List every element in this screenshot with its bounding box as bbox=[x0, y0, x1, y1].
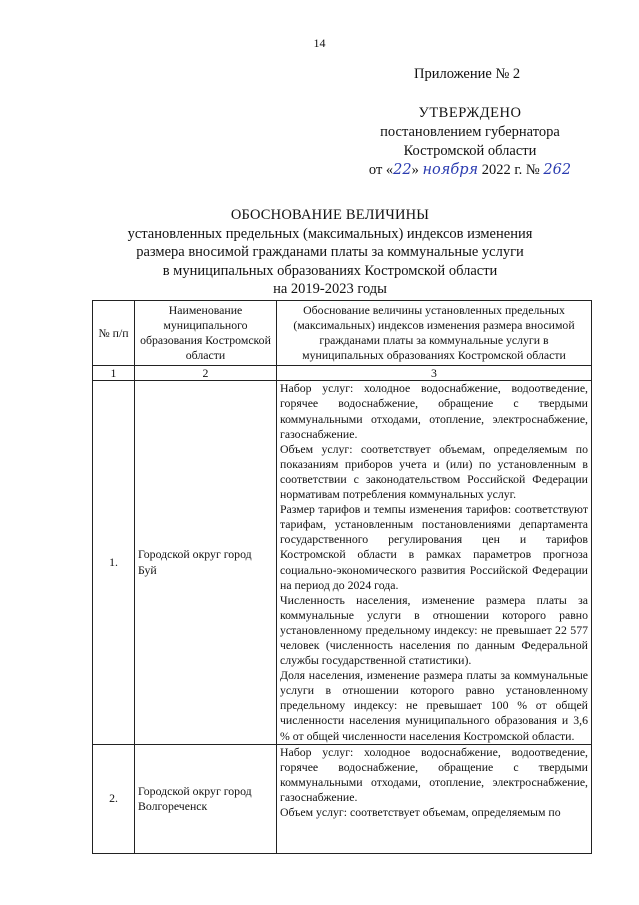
handwritten-day: 22 bbox=[393, 162, 412, 178]
appendix-label: Приложение № 2 bbox=[414, 66, 521, 82]
handwritten-number: 262 bbox=[543, 162, 572, 178]
date-mid: » bbox=[411, 162, 423, 178]
document-heading bbox=[60, 206, 600, 299]
justification-table bbox=[92, 300, 592, 854]
header-number: № п/п bbox=[93, 301, 135, 366]
header-justification: Обоснование величины установленных предельных (максимальных) индексов изменения размера вносимой гражданами платы за коммунальные услуги в муниципальных образованиях Костромской области bbox=[277, 301, 592, 366]
table-row bbox=[93, 744, 592, 853]
heading-line: на 2019-2023 годы bbox=[273, 281, 387, 298]
approval-date bbox=[369, 161, 571, 180]
header-municipality: Наименование муниципального образования Костромской области bbox=[135, 301, 277, 366]
municipality-name: Городской округ город Буй bbox=[135, 381, 277, 744]
column-number: 1 bbox=[93, 366, 135, 381]
approval-block bbox=[340, 104, 600, 180]
heading-line: установленных предельных (максимальных) индексов изменения bbox=[127, 225, 533, 242]
table-row bbox=[93, 381, 592, 744]
heading-title: ОБОСНОВАНИЕ ВЕЛИЧИНЫ bbox=[230, 207, 430, 223]
column-numbers-row bbox=[93, 366, 592, 381]
heading-line: размера вносимой гражданами платы за коммунальные услуги bbox=[136, 244, 524, 261]
justification-paragraph: Размер тарифов и темпы изменения тарифов: соответствуют тарифам, установленным постановлениями департамента государственного регулирования цен и тарифов Костромской области в рамках параметров прогноза социально-экономического развития Российской Федерации на период до 2024 года. bbox=[280, 502, 588, 592]
handwritten-month: ноября bbox=[422, 162, 479, 178]
justification-paragraph: Объем услуг: соответствует объемам, определяемым по bbox=[280, 805, 561, 819]
approval-line-2: Костромской области bbox=[403, 143, 537, 159]
table-header-row bbox=[93, 301, 592, 366]
page-number: 14 bbox=[313, 36, 326, 50]
heading-line: в муниципальных образованиях Костромской области bbox=[162, 262, 498, 279]
justification-paragraph: Набор услуг: холодное водоснабжение, водоотведение, горячее водоснабжение, обращение с твердыми коммунальными отходами, отопление, электроснабжение, газоснабжение. bbox=[280, 744, 588, 804]
justification-paragraph: Доля населения, изменение размера платы за коммунальные услуги в отношении которого равно установленному предельному индексу: не превышает 100 % от общей численности населения муниципального образования и 3,6 % от общей численности населения Костромской области. bbox=[280, 668, 588, 743]
municipality-name: Городской округ город Волгореченск bbox=[135, 744, 277, 853]
row-number: 1. bbox=[93, 381, 135, 744]
approval-title: УТВЕРЖДЕНО bbox=[418, 105, 522, 121]
justification-cell bbox=[277, 744, 592, 853]
approval-line-1: постановлением губернатора bbox=[380, 124, 560, 140]
column-number: 2 bbox=[135, 366, 277, 381]
justification-cell bbox=[277, 381, 592, 744]
justification-paragraph: Объем услуг: соответствует объемам, определяемым по показаниям приборов учета и (или) по установленным в соответствии с законодательством Российской Федерации нормативам потребления коммунальных услуг. bbox=[280, 441, 588, 502]
date-prefix: от « bbox=[368, 162, 394, 178]
justification-paragraph: Набор услуг: холодное водоснабжение, водоотведение, горячее водоснабжение, обращение с твердыми коммунальными отходами, отопление, электроснабжение, газоснабжение. bbox=[280, 381, 588, 441]
justification-paragraph: Численность населения, изменение размера платы за коммунальные услуги в отношении которого равно установленному предельному индексу: не превышает 22 577 человек (численность населения по данным Федеральной службы государственной статистики). bbox=[280, 592, 588, 668]
date-year: 2022 г. № bbox=[478, 162, 544, 178]
column-number: 3 bbox=[277, 366, 592, 381]
row-number: 2. bbox=[93, 744, 135, 853]
